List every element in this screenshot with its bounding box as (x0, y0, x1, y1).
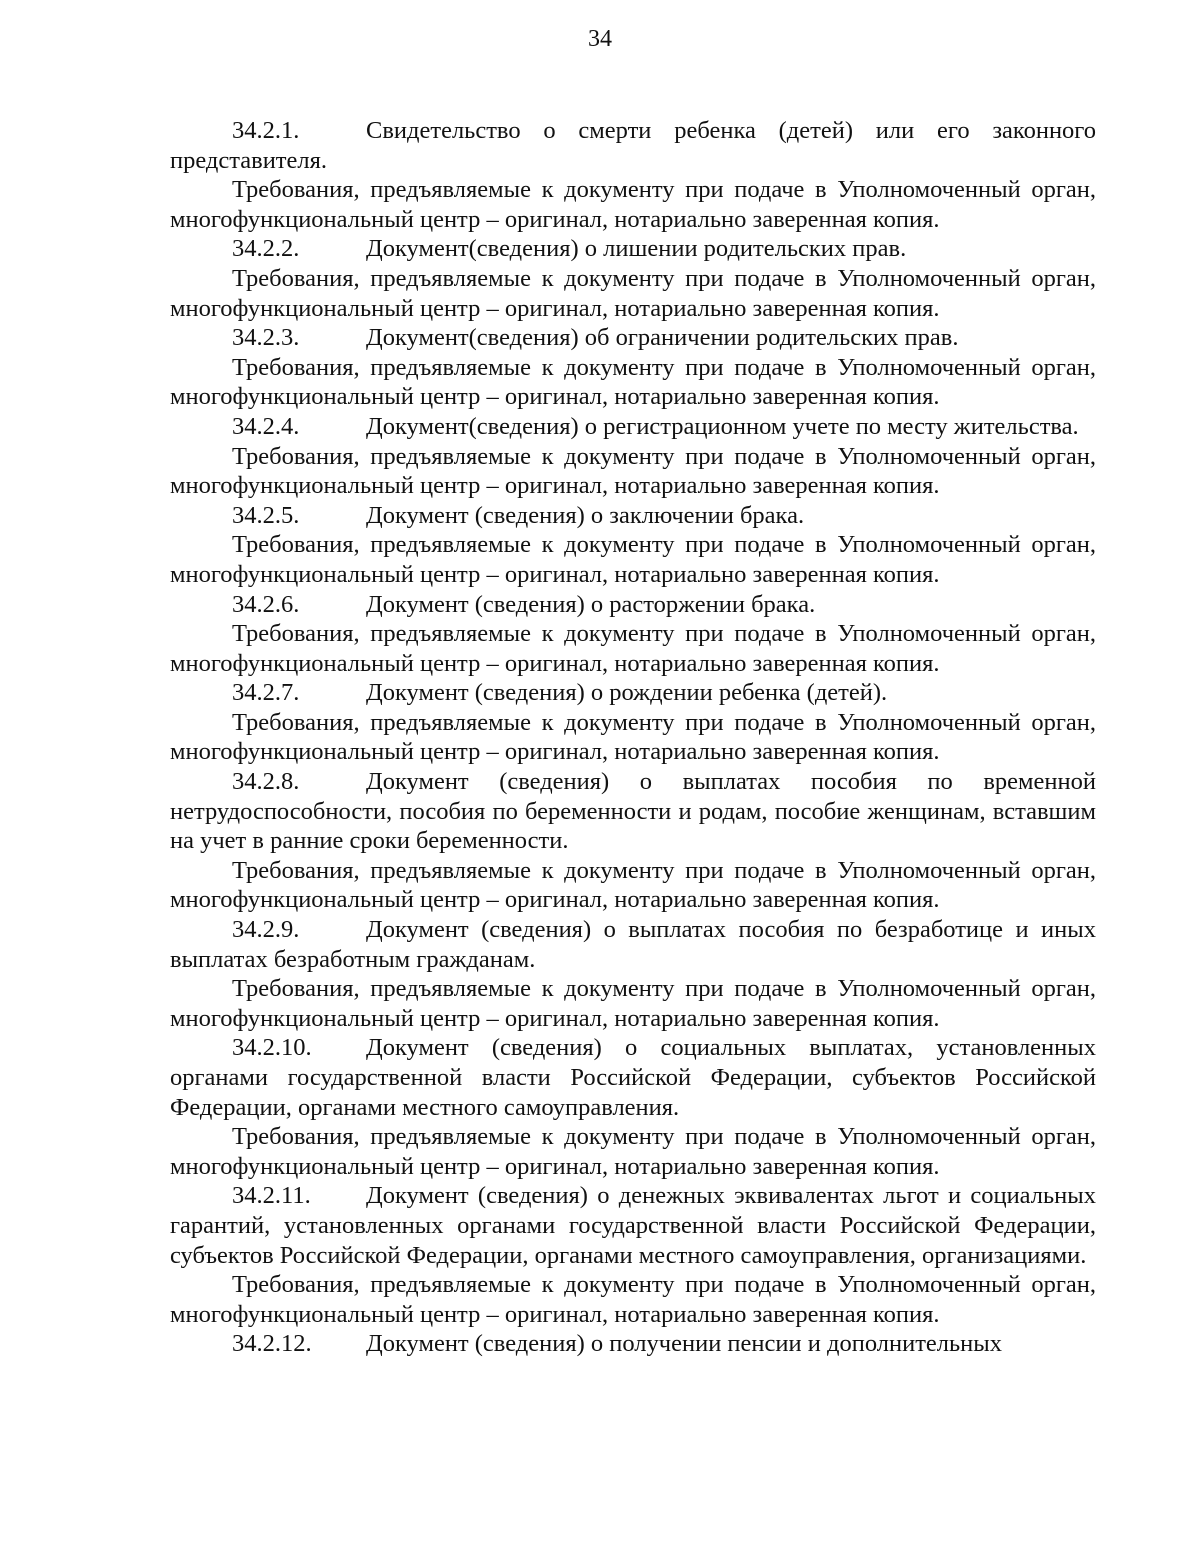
item-requirements: Требования, предъявляемые к документу при подаче в Уполномоченный орган, многофункциональный центр – оригинал, нотариально заверенная копия. (170, 1123, 1096, 1180)
item-text: Свидетельство о смерти ребенка (детей) или его законного представителя. (170, 117, 1096, 174)
item-requirements: Требования, предъявляемые к документу при подаче в Уполномоченный орган, многофункциональный центр – оригинал, нотариально заверенная копия. (170, 353, 1096, 411)
item-text: Документ (сведения) о заключении брака. (366, 501, 805, 529)
item-text: Документ (сведения) о выплатах пособия по временной нетрудоспособности, пособия по беременности и родам, пособие женщинам, вставшим на учет в ранние сроки беременности. (170, 768, 1096, 855)
item-34-2-3 (170, 323, 1096, 353)
item-requirements: Требования, предъявляемые к документу при подаче в Уполномоченный орган, многофункциональный центр – оригинал, нотариально заверенная копия. (170, 856, 1096, 914)
item-requirements: Требования, предъявляемые к документу при подаче в Уполномоченный орган, многофункциональный центр – оригинал, нотариально заверенная копия. (170, 1271, 1096, 1328)
item-number: 34.2.2. (232, 235, 300, 263)
item-34-2-2 (170, 234, 1096, 264)
item-text: Документ (сведения) о денежных эквивалентах льгот и социальных гарантий, установленных органами государственной власти Российской Федерации, субъектов Российской Федерации, органами местного самоуправления, организациями. (170, 1182, 1096, 1269)
item-text: Документ(сведения) об ограничении родительских прав. (366, 324, 959, 352)
item-number: 34.2.11. (232, 1182, 311, 1210)
item-requirements: Требования, предъявляемые к документу при подаче в Уполномоченный орган, многофункциональный центр – оригинал, нотариально заверенная копия. (170, 442, 1096, 500)
item-number: 34.2.6. (232, 590, 300, 618)
item-34-2-8 (170, 767, 1096, 856)
item-number: 34.2.5. (232, 501, 300, 529)
item-requirements: Требования, предъявляемые к документу при подаче в Уполномоченный орган, многофункциональный центр – оригинал, нотариально заверенная копия. (170, 975, 1096, 1032)
item-number: 34.2.8. (232, 768, 300, 796)
item-34-2-1 (170, 116, 1096, 175)
item-number: 34.2.4. (232, 412, 300, 440)
item-requirements: Требования, предъявляемые к документу при подаче в Уполномоченный орган, многофункциональный центр – оригинал, нотариально заверенная копия. (170, 620, 1096, 677)
item-34-2-11 (170, 1181, 1096, 1270)
item-text: Документ (сведения) о выплатах пособия по безработице и иных выплатах безработным гражданам. (170, 916, 1096, 973)
item-text: Документ (сведения) о получении пенсии и дополнительных (366, 1330, 1002, 1358)
item-requirements: Требования, предъявляемые к документу при подаче в Уполномоченный орган, многофункциональный центр – оригинал, нотариально заверенная копия. (170, 264, 1096, 322)
item-number: 34.2.12. (232, 1330, 312, 1358)
item-34-2-10 (170, 1033, 1096, 1122)
item-text: Документ (сведения) о социальных выплатах, установленных органами государственной власти Российской Федерации, субъектов Российской Федерации, органами местного самоуправления. (170, 1034, 1096, 1121)
item-34-2-7 (170, 678, 1096, 708)
page-number: 34 (588, 26, 612, 52)
item-text: Документ (сведения) о рождении ребенка (детей). (366, 679, 888, 707)
item-number: 34.2.3. (232, 324, 300, 352)
item-34-2-9 (170, 915, 1096, 974)
item-34-2-6 (170, 590, 1096, 620)
item-number: 34.2.10. (232, 1034, 312, 1062)
item-34-2-5 (170, 501, 1096, 531)
item-34-2-12 (170, 1329, 1096, 1359)
item-requirements: Требования, предъявляемые к документу при подаче в Уполномоченный орган, многофункциональный центр – оригинал, нотариально заверенная копия. (170, 176, 1096, 233)
item-text: Документ (сведения) о расторжении брака. (366, 590, 816, 618)
item-34-2-4 (170, 412, 1096, 442)
item-number: 34.2.7. (232, 679, 300, 707)
item-number: 34.2.1. (232, 117, 300, 144)
item-number: 34.2.9. (232, 916, 300, 944)
document-body (170, 116, 1096, 1359)
item-text: Документ(сведения) о лишении родительских прав. (366, 235, 907, 263)
item-requirements: Требования, предъявляемые к документу при подаче в Уполномоченный орган, многофункциональный центр – оригинал, нотариально заверенная копия. (170, 531, 1096, 588)
item-text: Документ(сведения) о регистрационном учете по месту жительства. (366, 412, 1079, 440)
item-requirements: Требования, предъявляемые к документу при подаче в Уполномоченный орган, многофункциональный центр – оригинал, нотариально заверенная копия. (170, 708, 1096, 766)
